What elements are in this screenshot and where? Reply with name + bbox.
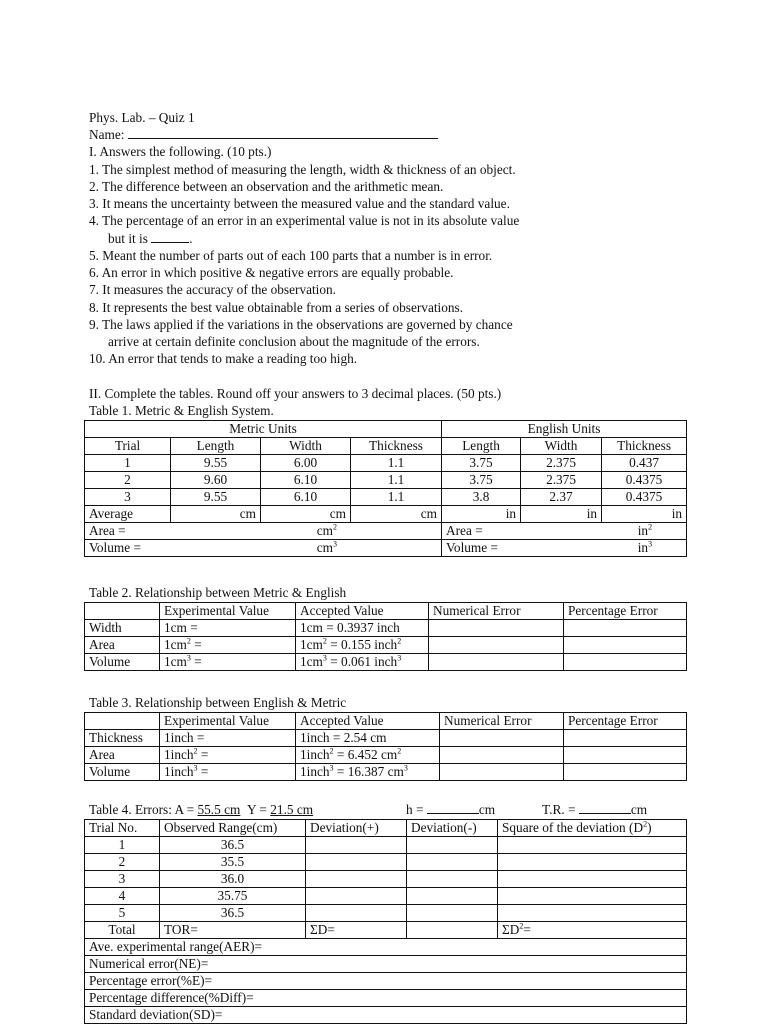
col-experimental: Experimental Value [160, 713, 296, 730]
exp-volume-field[interactable]: 1inch$^3$ = [160, 764, 296, 781]
table-row [85, 730, 687, 747]
answer-field[interactable] [407, 905, 498, 922]
col-thickness-en: Thickness [602, 438, 687, 455]
cell: 1.1 [351, 489, 442, 506]
acc-volume: $1cm^3 = 0.061$ inch$^3$ [296, 654, 429, 671]
table-row [85, 973, 687, 990]
table-row [85, 939, 687, 956]
cell: 5 [85, 905, 160, 922]
table-row [85, 922, 687, 939]
cell: 3.75 [442, 472, 521, 489]
cell: 2 [85, 472, 171, 489]
table-row [85, 438, 687, 455]
q4-blank[interactable] [151, 231, 189, 243]
question-9: 9. The laws applied if the variations in the observations are governed by chance [89, 317, 513, 332]
h-blank[interactable] [427, 802, 479, 814]
col-percentage-error: Percentage Error [564, 603, 687, 620]
cell: 6.10 [261, 489, 351, 506]
table-row [85, 764, 687, 781]
exp-volume-field[interactable]: $1cm^3$ = [160, 654, 296, 671]
table-row [85, 489, 687, 506]
col-numerical-error: Numerical Error [440, 713, 564, 730]
table-row [85, 472, 687, 489]
col-square-deviation: Square of the deviation $(D^2)$ [498, 820, 687, 837]
cell: 36.5 [160, 905, 306, 922]
sum-d2-field[interactable]: $\Sigma D^2=$ [498, 922, 687, 939]
question-8: 8. It represents the best value obtainable from a series of observations. [89, 300, 464, 315]
question-4: 4. The percentage of an error in an experimental value is not in its absolute value [89, 213, 520, 228]
table-3 [84, 712, 687, 781]
table-row [85, 1007, 687, 1024]
acc-area-text: = 0.155 inch [330, 637, 398, 652]
answer-field[interactable] [498, 888, 687, 905]
answer-field[interactable] [306, 905, 407, 922]
num-error-field[interactable] [440, 730, 564, 747]
table-row [85, 956, 687, 973]
unit: cm [478, 802, 496, 817]
pd-field[interactable]: Percentage difference(%Diff)= [85, 990, 687, 1007]
answer-field[interactable] [407, 871, 498, 888]
pct-error-field[interactable] [564, 637, 687, 654]
average-width-en-field[interactable]: in [521, 506, 602, 523]
average-width-field[interactable]: cm [261, 506, 351, 523]
row-volume-label: Volume [85, 764, 160, 781]
h-label: h = [406, 802, 424, 817]
answer-field[interactable] [407, 922, 498, 939]
cell: 2.375 [521, 472, 602, 489]
cell: 3 [85, 871, 160, 888]
table-row [85, 747, 687, 764]
question-3: 3. It means the uncertainty between the measured value and the standard value. [89, 196, 510, 211]
col-square-deviation-text: Square of the deviation (D [502, 820, 644, 835]
col-thickness: Thickness [351, 438, 442, 455]
quiz-title: Phys. Lab. – Quiz 1 [89, 110, 195, 125]
table3-caption: Table 3. Relationship between English & Metric [89, 695, 347, 710]
table2-caption: Table 2. Relationship between Metric & English [89, 585, 347, 600]
col-trial-no: Trial No. [85, 820, 160, 837]
cell: 35.75 [160, 888, 306, 905]
table-row [85, 654, 687, 671]
col-deviation-minus: Deviation(-) [407, 820, 498, 837]
area-label: Area = [446, 523, 483, 538]
table-row [85, 854, 687, 871]
question-9-cont: arrive at certain definite conclusion about the magnitude of the errors. [108, 334, 480, 349]
pct-error-field[interactable] [564, 654, 687, 671]
answer-field[interactable] [498, 905, 687, 922]
question-1: 1. The simplest method of measuring the length, width & thickness of an object. [89, 162, 516, 177]
name-blank[interactable] [128, 127, 438, 139]
question-2: 2. The difference between an observation and the arithmetic mean. [89, 179, 444, 194]
table-row [85, 905, 687, 922]
pct-error-field[interactable] [564, 747, 687, 764]
row-width-label: Width [85, 620, 160, 637]
table-row [85, 871, 687, 888]
table-row [85, 990, 687, 1007]
col-trial: Trial [85, 438, 171, 455]
question-4-cont-text: but it is [108, 231, 148, 246]
question-5: 5. Meant the number of parts out of each 100 parts that a number is in error. [89, 248, 493, 263]
question-6: 6. An error in which positive & negative errors are equally probable. [89, 265, 454, 280]
cell: 1.1 [351, 472, 442, 489]
unit: in [637, 540, 649, 555]
pct-error-field[interactable] [564, 730, 687, 747]
cell: 1 [85, 455, 171, 472]
cell: 6.00 [261, 455, 351, 472]
answer-field[interactable] [306, 871, 407, 888]
cell: 2 [85, 854, 160, 871]
cell: 3 [85, 489, 171, 506]
cell: 9.55 [171, 489, 261, 506]
cell: 1 [85, 837, 160, 854]
average-length-field[interactable]: cm [171, 506, 261, 523]
col-length-en: Length [442, 438, 521, 455]
row-volume-label: Volume [85, 654, 160, 671]
col-experimental: Experimental Value [160, 603, 296, 620]
pct-error-field[interactable] [564, 764, 687, 781]
col-width: Width [261, 438, 351, 455]
unit: cm [316, 540, 334, 555]
cell [85, 603, 160, 620]
volume-label: Volume = [89, 540, 141, 555]
col-width-en: Width [521, 438, 602, 455]
exp-area-field[interactable]: $1cm^2$ = [160, 637, 296, 654]
y-value: 21.5 cm [270, 802, 314, 817]
row-area-label: Area [85, 637, 160, 654]
table-row [85, 523, 687, 540]
sum-d-field[interactable]: ΣD= [306, 922, 407, 939]
num-error-field[interactable] [429, 620, 564, 637]
average-thickness-field[interactable]: cm [351, 506, 442, 523]
table-4 [84, 819, 687, 1024]
cell: 1.1 [351, 455, 442, 472]
exp-area-field[interactable]: 1inch$^2$ = [160, 747, 296, 764]
area-label: Area = [89, 523, 126, 538]
acc-area: 1inch$^2$ = 6.452 $cm^2$ [296, 747, 440, 764]
table-2 [84, 602, 687, 671]
tr-field [542, 802, 647, 817]
exp-thickness-field[interactable]: 1inch = [160, 730, 296, 747]
a-value: 55.5 cm [197, 802, 241, 817]
answer-field[interactable] [498, 871, 687, 888]
pe-field[interactable]: Percentage error(%E)= [85, 973, 687, 990]
col-percentage-error: Percentage Error [564, 713, 687, 730]
tr-label: T.R. = [542, 802, 576, 817]
table-row [85, 888, 687, 905]
acc-area-text: = 6.452 cm [336, 747, 398, 762]
table-row [85, 713, 687, 730]
cell: 0.4375 [602, 472, 687, 489]
ne-field[interactable]: Numerical error(NE)= [85, 956, 687, 973]
aer-field[interactable]: Ave. experimental range(AER)= [85, 939, 687, 956]
table-row [85, 820, 687, 837]
acc-width: 1cm = 0.3937 inch [296, 620, 429, 637]
question-10: 10. An error that tends to make a reading too high. [89, 351, 358, 366]
cell: 0.4375 [602, 489, 687, 506]
answer-field[interactable] [498, 837, 687, 854]
num-error-field[interactable] [440, 764, 564, 781]
col-accepted: Accepted Value [296, 713, 440, 730]
cell [85, 713, 160, 730]
col-observed-range: Observed Range(cm) [160, 820, 306, 837]
table1-caption: Table 1. Metric & English System. [89, 403, 274, 418]
acc-thickness: 1inch = 2.54 cm [296, 730, 440, 747]
cell: 9.60 [171, 472, 261, 489]
acc-area: $1cm^2 = 0.155$ inch$^2$ [296, 637, 429, 654]
answer-field[interactable] [407, 888, 498, 905]
part2-heading: II. Complete the tables. Round off your answers to 3 decimal places. (50 pts.) [89, 386, 502, 401]
answer-field[interactable] [306, 837, 407, 854]
answer-field[interactable] [498, 854, 687, 871]
caption-prefix: Table 4. Errors: A = [89, 802, 195, 817]
name-line [89, 127, 438, 142]
english-units-header: English Units [442, 421, 687, 438]
col-accepted: Accepted Value [296, 603, 429, 620]
num-error-field[interactable] [429, 654, 564, 671]
cell: 2.37 [521, 489, 602, 506]
acc-volume-text: = 0.061 inch [330, 654, 398, 669]
row-thickness-label: Thickness [85, 730, 160, 747]
table-row [85, 637, 687, 654]
cell: 2.375 [521, 455, 602, 472]
unit: in [637, 523, 649, 538]
unit: cm [630, 802, 648, 817]
table-1 [84, 420, 687, 557]
table-row [85, 506, 687, 523]
question-7: 7. It measures the accuracy of the observation. [89, 282, 336, 297]
table-row [85, 455, 687, 472]
col-numerical-error: Numerical Error [429, 603, 564, 620]
exp-width-field[interactable]: 1cm = [160, 620, 296, 637]
metric-area-field[interactable]: Area = $cm^2$ [85, 523, 442, 540]
table-row [85, 837, 687, 854]
col-length: Length [171, 438, 261, 455]
cell: 9.55 [171, 455, 261, 472]
name-label: Name: [89, 127, 125, 142]
total-label: Total [85, 922, 160, 939]
table-row [85, 620, 687, 637]
volume-label: Volume = [446, 540, 498, 555]
table-row [85, 603, 687, 620]
answer-field[interactable] [306, 854, 407, 871]
table-row [85, 421, 687, 438]
col-deviation-plus: Deviation(+) [306, 820, 407, 837]
y-label: Y = [247, 802, 267, 817]
acc-volume: 1inch$^3$ = 16.387 $cm^3$ [296, 764, 440, 781]
english-area-field[interactable]: Area = $in^2$ [442, 523, 687, 540]
answer-field[interactable] [306, 888, 407, 905]
average-label: Average [85, 506, 171, 523]
average-length-en-field[interactable]: in [442, 506, 521, 523]
tr-blank[interactable] [579, 802, 631, 814]
num-error-field[interactable] [429, 637, 564, 654]
cell: 36.0 [160, 871, 306, 888]
acc-volume-text: = 16.387 cm [336, 764, 404, 779]
pct-error-field[interactable] [564, 620, 687, 637]
english-volume-field[interactable]: Volume = $in^3$ [442, 540, 687, 557]
h-field [406, 802, 495, 817]
row-area-label: Area [85, 747, 160, 764]
average-thickness-en-field[interactable]: in [602, 506, 687, 523]
part1-heading: I. Answers the following. (10 pts.) [89, 144, 272, 159]
cell: 0.437 [602, 455, 687, 472]
cell: 36.5 [160, 837, 306, 854]
answer-field[interactable] [407, 837, 498, 854]
metric-volume-field[interactable]: Volume = $cm^3$ [85, 540, 442, 557]
tor-field[interactable]: TOR= [160, 922, 306, 939]
num-error-field[interactable] [440, 747, 564, 764]
table-row [85, 540, 687, 557]
sum-d2-label: ΣD [502, 922, 520, 937]
sd-field[interactable]: Standard deviation(SD)= [85, 1007, 687, 1024]
table4-caption [89, 802, 313, 817]
cell: 3.75 [442, 455, 521, 472]
question-4-cont: but it is . [108, 231, 193, 246]
answer-field[interactable] [407, 854, 498, 871]
cell: 3.8 [442, 489, 521, 506]
cell: 35.5 [160, 854, 306, 871]
cell: 6.10 [261, 472, 351, 489]
unit: cm [316, 523, 334, 538]
cell: 4 [85, 888, 160, 905]
metric-units-header: Metric Units [85, 421, 442, 438]
